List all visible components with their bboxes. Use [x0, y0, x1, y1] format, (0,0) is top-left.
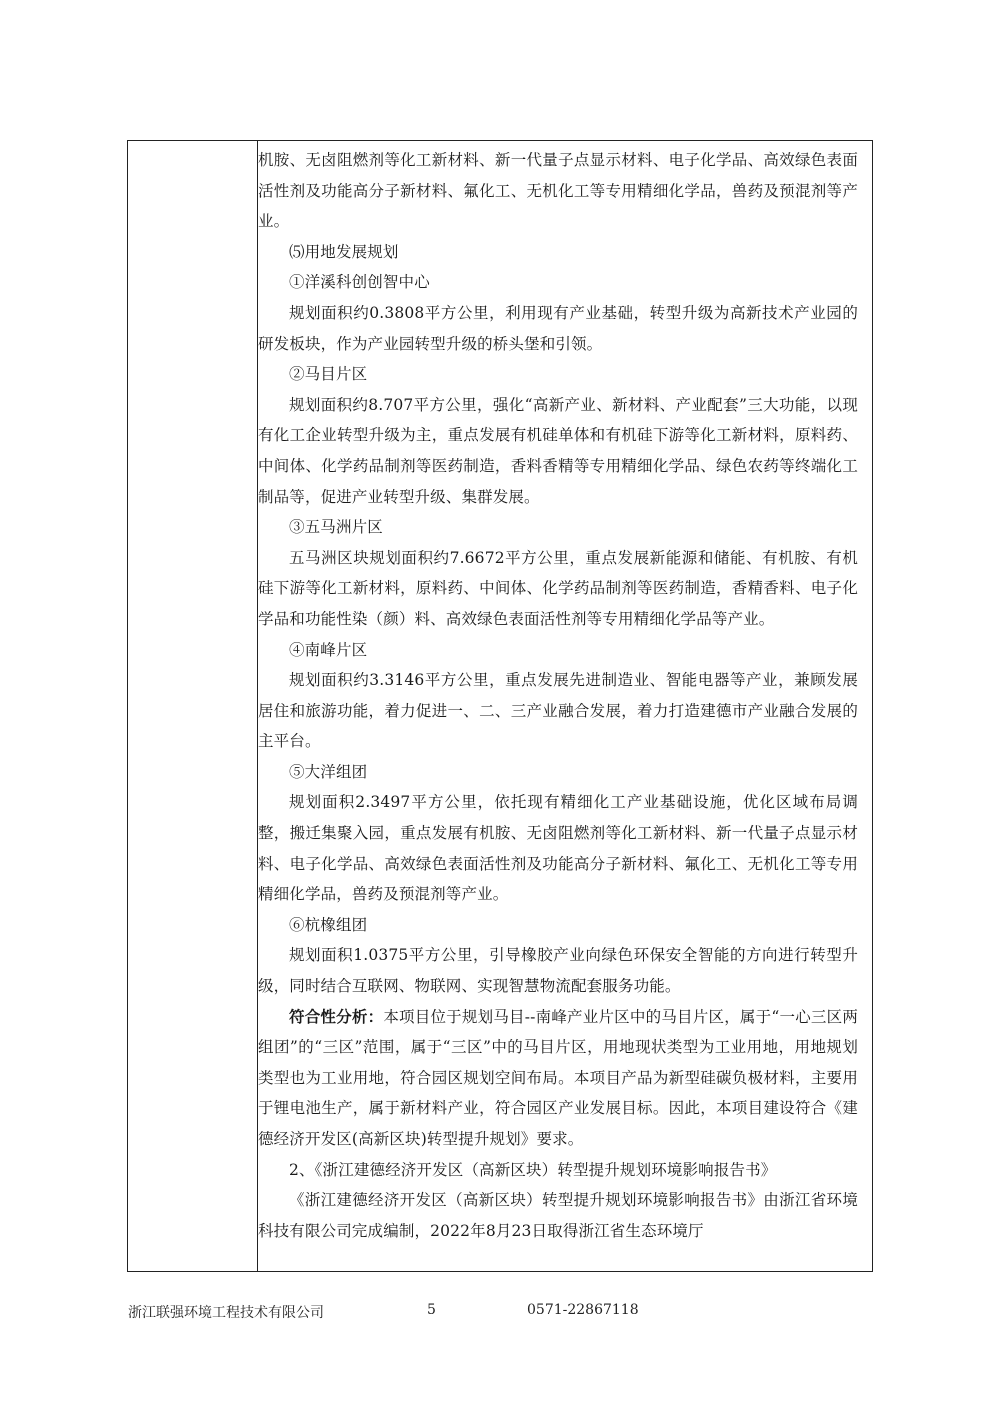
compliance-text: 本项目位于规划马目--南峰产业片区中的马目片区，属于“一心三区两组团”的“三区”范围，属于“三区”中的马目片区，用地现状类型为工业用地，用地规划类型也为工业用地，符合园区规划空间布局。本项目产品为新型硅碳负极材料，主要用于锂电池生产，属于新材料产业，符合园区产业发展目标。因此，本项目建设符合《建德经济开发区(高新区块)转型提升规划》要求。: [258, 1007, 859, 1148]
compliance-label: 符合性分析：: [289, 1006, 384, 1026]
content-cell: [258, 145, 858, 1246]
footer-page-number: 5: [427, 1302, 436, 1318]
subsection-text-hangxiang: 规划面积1.0375平方公里，引导橡胶产业向绿色环保安全智能的方向进行转型升级，同时结合互联网、物联网、实现智慧物流配套服务功能。: [258, 946, 858, 996]
section-heading-land-use: ⑸用地发展规划: [289, 242, 399, 261]
subsection-title-mamu: ②马目片区: [289, 365, 368, 384]
item-2-title: 2、《浙江建德经济开发区（高新区块）转型提升规划环境影响报告书》: [289, 1160, 777, 1179]
subsection-title-dayang: ⑤大洋组团: [289, 762, 368, 781]
item-2-text: 《浙江建德经济开发区（高新区块）转型提升规划环境影响报告书》由浙江省环境科技有限公司完成编制，2022年8月23日取得浙江省生态环境厅: [258, 1191, 858, 1240]
subsection-title-wumazhou: ③五马洲片区: [289, 518, 383, 537]
subsection-text-mamu: 规划面积约8.707平方公里，强化“高新产业、新材料、产业配套”三大功能，以现有化工企业转型升级为主，重点发展有机硅单体和有机硅下游等化工新材料，原料药、中间体、化学药品制剂等医药制造，香料香精等专用精细化学品、绿色农药等终端化工制品等，促进产业转型升级、集群发展。: [258, 395, 858, 506]
subsection-text-dayang: 规划面积2.3497平方公里，依托现有精细化工产业基础设施，优化区域布局调整，搬迁集聚入园，重点发展有机胺、无卤阻燃剂等化工新材料、新一代量子点显示材料、电子化学品、高效绿色表面活性剂及功能高分子新材料、氟化工、无机化工等专用精细化学品，兽药及预混剂等产业。: [258, 793, 858, 904]
paragraph-continuation: 机胺、无卤阻燃剂等化工新材料、新一代量子点显示材料、电子化学品、高效绿色表面活性剂及功能高分子新材料、氟化工、无机化工等专用精细化学品，兽药及预混剂等产业。: [258, 151, 858, 231]
compliance-analysis: [258, 1002, 858, 1155]
subsection-title-nanfeng: ④南峰片区: [289, 640, 368, 659]
footer-company: 浙江联强环境工程技术有限公司: [128, 1305, 324, 1321]
subsection-text-wumazhou: 五马洲区块规划面积约7.6672平方公里，重点发展新能源和储能、有机胺、有机硅下游等化工新材料，原料药、中间体、化学药品制剂等医药制造，香精香料、电子化学品和功能性染（颜）料、高效绿色表面活性剂等专用精细化学品等产业。: [258, 548, 858, 628]
footer-phone: 0571-22867118: [527, 1302, 639, 1318]
subsection-text-yangxi: 规划面积约0.3808平方公里，利用现有产业基础，转型升级为高新技术产业园的研发板块，作为产业园转型升级的桥头堡和引领。: [258, 303, 858, 353]
subsection-title-hangxiang: ⑥杭橡组团: [289, 915, 368, 934]
subsection-text-nanfeng: 规划面积约3.3146平方公里，重点发展先进制造业、智能电器等产业，兼顾发展居住和旅游功能，着力促进一、二、三产业融合发展，着力打造建德市产业融合发展的主平台。: [258, 671, 858, 751]
subsection-title-yangxi: ①洋溪科创创智中心: [289, 273, 430, 292]
